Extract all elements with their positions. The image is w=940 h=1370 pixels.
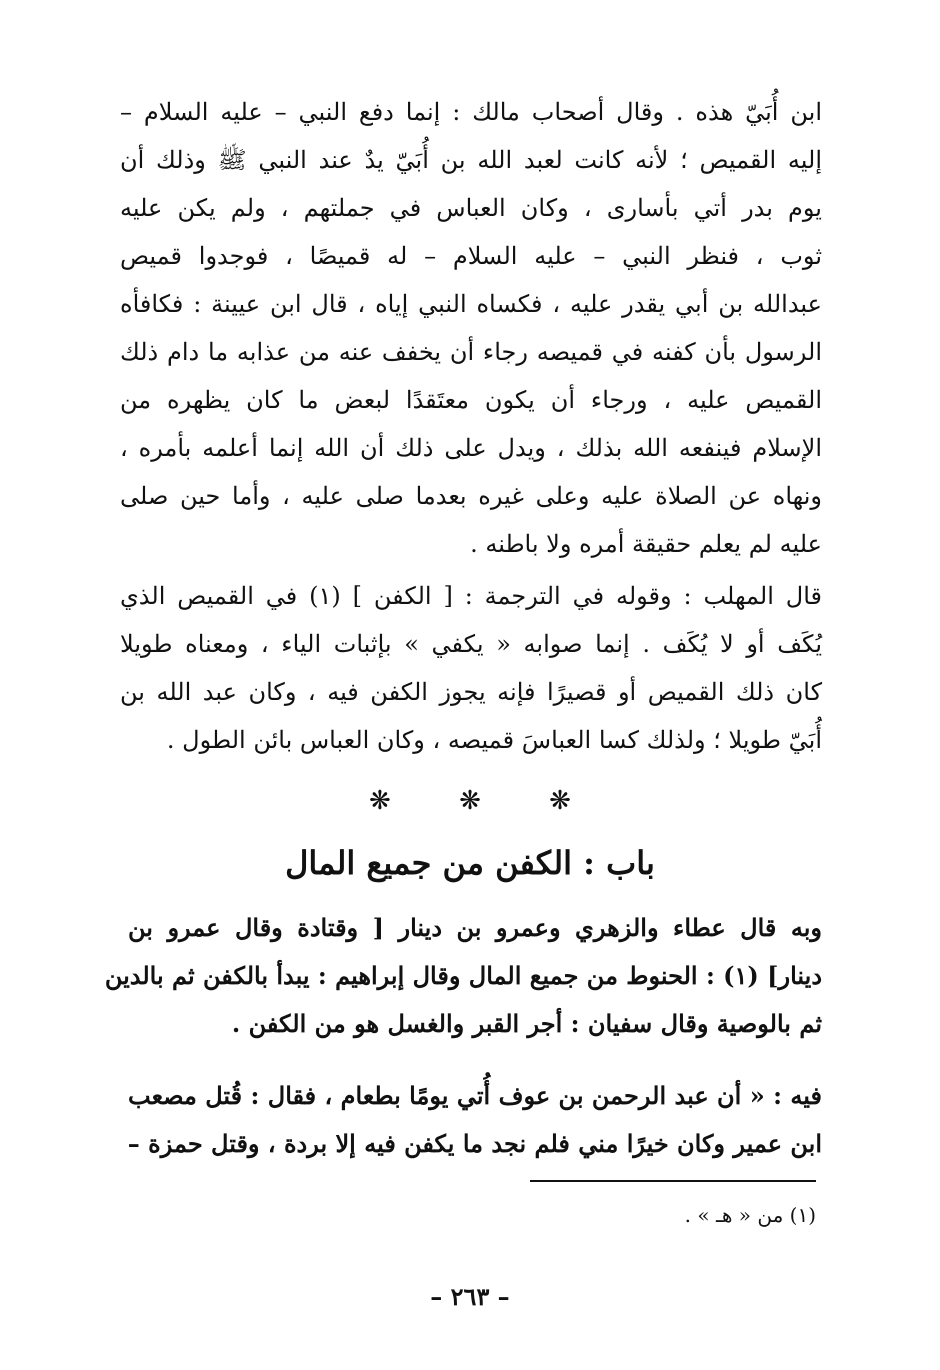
text-line: الرسول بأن كفنه في قميصه رجاء أن يخفف عنه من عذابه ما دام ذلك bbox=[120, 338, 822, 366]
star-ornament-icon: ❋ bbox=[459, 786, 481, 816]
paragraph-1 bbox=[120, 88, 822, 568]
text-line: كان ذلك القميص أو قصيرًا فإنه يجوز الكفن فيه ، وكان عبد الله بن bbox=[120, 678, 822, 706]
star-ornament-icon: ❋ bbox=[369, 786, 391, 816]
chapter-heading: باب : الكفن من جميع المال bbox=[285, 844, 655, 882]
text-line: ابن أُبَيّ هذه . وقال أصحاب مالك : إنما دفع النبي – عليه السلام – bbox=[120, 98, 822, 126]
text-line: ونهاه عن الصلاة عليه وعلى غيره بعدما صلى عليه ، وأما حين صلى bbox=[120, 482, 822, 510]
section-separator bbox=[0, 786, 940, 816]
text-line: عبدالله بن أبي يقدر عليه ، فكساه النبي إياه ، قال ابن عيينة : فكافأه bbox=[120, 290, 822, 318]
text-line: الإسلام فينفعه الله بذلك ، ويدل على ذلك أن الله إنما أعلمه بأمره ، bbox=[120, 434, 822, 462]
text-line: قال المهلب : وقوله في الترجمة : [ الكفن ] (١) في القميص الذي bbox=[120, 582, 822, 610]
footnote-divider bbox=[530, 1180, 816, 1182]
text-line: وبه قال عطاء والزهري وعمرو بن دينار [ وقتادة وقال عمرو بن bbox=[128, 913, 822, 942]
footnote: (١) من « هـ » . bbox=[684, 1203, 816, 1227]
page-number: – ٢٦٣ – bbox=[430, 1282, 510, 1311]
text-line: القميص عليه ، ورجاء أن يكون معتَقدًا لبعض ما كان يظهره من bbox=[120, 386, 822, 414]
text-line: يوم بدر أتي بأسارى ، وكان العباس في جملتهم ، ولم يكن عليه bbox=[120, 194, 822, 222]
text-line: ثم بالوصية وقال سفيان : أجر القبر والغسل هو من الكفن . bbox=[231, 1009, 822, 1038]
text-line: أُبَيّ طويلا ؛ ولذلك كسا العباسَ قميصه ، وكان العباس بائن الطول . bbox=[166, 726, 822, 754]
text-line: إليه القميص ؛ لأنه كانت لعبد الله بن أُبَيّ يدٌ عند النبي ﷺ وذلك أن bbox=[120, 146, 822, 174]
text-line: ابن عمير وكان خيرًا مني فلم نجد ما يكفن فيه إلا بردة ، وقتل حمزة – bbox=[127, 1129, 822, 1158]
text-line: يُكَف أو لا يُكَف . إنما صوابه « يكفي » بإثبات الياء ، ومعناه طويلا bbox=[120, 630, 822, 658]
text-line: عليه لم يعلم حقيقة أمره ولا باطنه . bbox=[470, 530, 822, 558]
bold-paragraph-1 bbox=[104, 904, 822, 1048]
text-line: ثوب ، فنظر النبي – عليه السلام – له قميصًا ، فوجدوا قميص bbox=[120, 242, 822, 270]
text-line: دينار] (١) : الحنوط من جميع المال وقال إبراهيم : يبدأ بالكفن ثم بالدين bbox=[104, 961, 822, 990]
bold-paragraph-2 bbox=[128, 1072, 822, 1168]
star-ornament-icon: ❋ bbox=[549, 786, 571, 816]
paragraph-2 bbox=[120, 572, 822, 764]
text-line: فيه : « أن عبد الرحمن بن عوف أُتي يومًا بطعام ، فقال : قُتل مصعب bbox=[128, 1081, 822, 1110]
